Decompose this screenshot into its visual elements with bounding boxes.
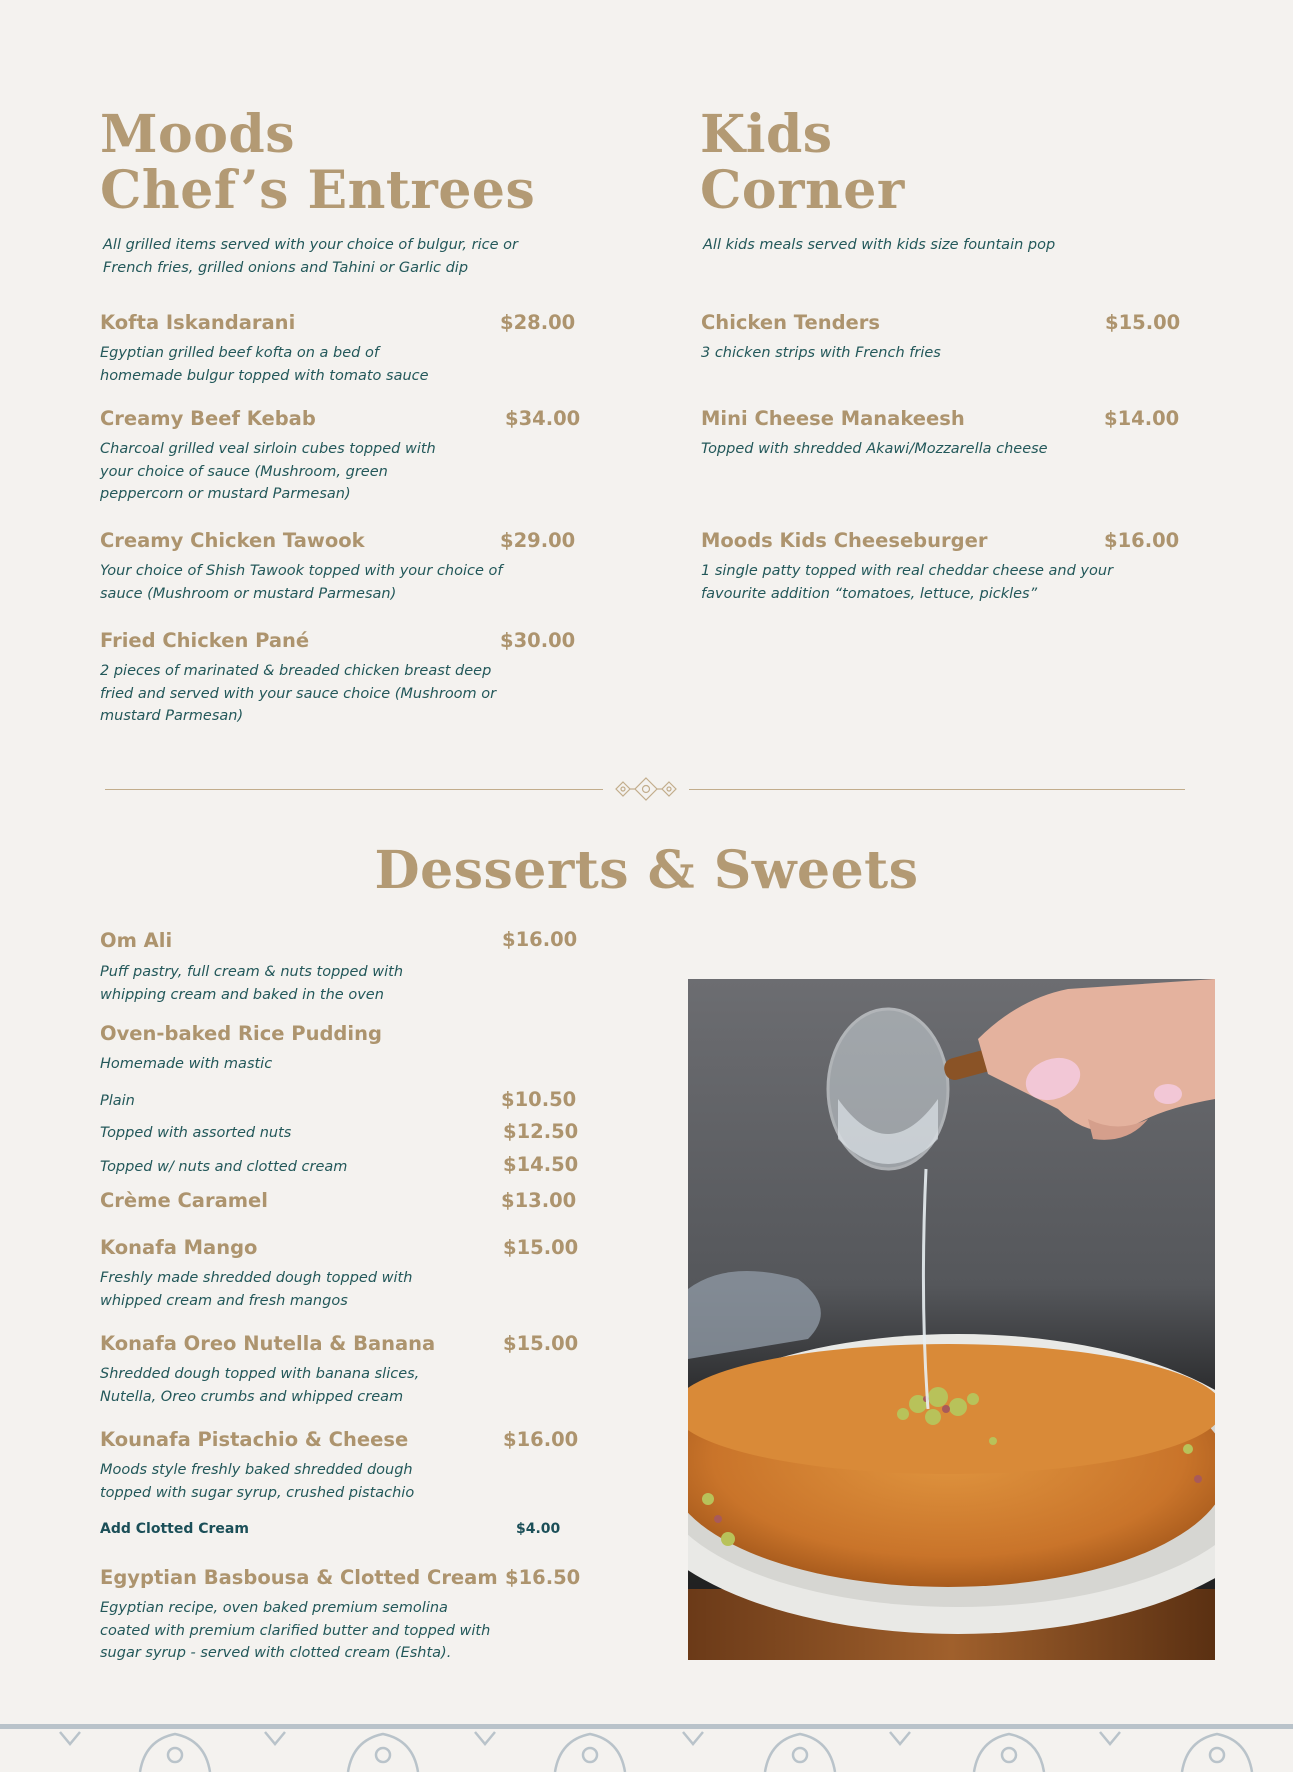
menu-item-price: $16.50 — [505, 1566, 581, 1589]
option-label: Topped w/ nuts and clotted cream — [100, 1159, 348, 1175]
menu-item-desc: Topped with shredded Akawi/Mozzarella cheese — [701, 441, 1048, 457]
menu-item-price: $16.00 — [503, 1428, 579, 1451]
menu-item-name: Creamy Beef Kebab — [100, 407, 316, 430]
menu-item-price: $16.00 — [502, 928, 578, 951]
menu-item-desc: Egyptian recipe, oven baked premium semolina coated with premium clarified butter and topped with sugar syrup - served with clotted cream (Eshta). — [100, 1600, 491, 1661]
menu-item-price: $15.00 — [503, 1332, 579, 1355]
menu-item-name: Om Ali — [100, 929, 173, 952]
menu-item-name: Kofta Iskandarani — [100, 311, 296, 334]
option-price: $14.50 — [503, 1153, 579, 1176]
entrees-note: All grilled items served with your choice of bulgur, rice or French fries, grilled onions and Tahini or Garlic dip — [103, 237, 518, 276]
menu-item-desc: Your choice of Shish Tawook topped with your choice of sauce (Mushroom or mustard Parmesan) — [100, 563, 503, 602]
menu-item-name: Moods Kids Cheeseburger — [701, 529, 988, 552]
menu-item-name: Kounafa Pistachio & Cheese — [100, 1428, 409, 1451]
option-label: Plain — [100, 1093, 135, 1109]
kids-note: All kids meals served with kids size fountain pop — [703, 237, 1056, 253]
option-price: $10.50 — [501, 1088, 577, 1111]
kids-heading — [700, 104, 905, 221]
menu-item-price: $15.00 — [503, 1236, 579, 1259]
menu-item-desc: Freshly made shredded dough topped with whipped cream and fresh mangos — [100, 1270, 413, 1309]
menu-item-desc: 2 pieces of marinated & breaded chicken breast deep fried and served with your sauce choice (Mushroom or mustard Parmesan) — [100, 663, 497, 724]
menu-item-name: Crème Caramel — [100, 1189, 268, 1212]
addon-price: $4.00 — [516, 1521, 561, 1537]
menu-item-desc: 3 chicken strips with French fries — [701, 345, 941, 361]
kunafa-syrup-pour-photo-icon — [688, 979, 1215, 1660]
ornament-icon — [612, 776, 680, 802]
menu-item-price: $29.00 — [500, 529, 576, 552]
menu-item-desc: Homemade with mastic — [100, 1056, 273, 1072]
option-label: Topped with assorted nuts — [100, 1125, 292, 1141]
menu-item-price: $28.00 — [500, 311, 576, 334]
menu-item-desc: 1 single patty topped with real cheddar cheese and your favourite addition “tomatoes, lettuce, pickles” — [701, 563, 1114, 602]
footer-pattern — [0, 1724, 1293, 1772]
menu-item-price: $13.00 — [501, 1189, 577, 1212]
desserts-heading: Desserts & Sweets — [374, 840, 919, 901]
menu-item-price: $34.00 — [505, 407, 581, 430]
kids-heading-line1: Kids — [700, 104, 833, 165]
menu-item-desc: Shredded dough topped with banana slices, Nutella, Oreo crumbs and whipped cream — [100, 1366, 420, 1405]
menu-item-price: $16.00 — [1104, 529, 1180, 552]
option-price: $12.50 — [503, 1120, 579, 1143]
menu-item-price: $30.00 — [500, 629, 576, 652]
menu-item-name: Oven-baked Rice Pudding — [100, 1022, 382, 1045]
dessert-photo — [688, 979, 1215, 1660]
menu-item-desc: Egyptian grilled beef kofta on a bed of homemade bulgur topped with tomato sauce — [100, 345, 429, 384]
menu-item-name: Egyptian Basbousa & Clotted Cream — [100, 1566, 498, 1589]
menu-item-price: $15.00 — [1105, 311, 1181, 334]
entrees-heading-line2: Chef’s Entrees — [100, 160, 536, 221]
menu-item-name: Chicken Tenders — [701, 311, 881, 334]
addon-label: Add Clotted Cream — [100, 1521, 249, 1537]
menu-item-name: Konafa Oreo Nutella & Banana — [100, 1332, 436, 1355]
menu-item-desc: Puff pastry, full cream & nuts topped with whipping cream and baked in the oven — [100, 964, 404, 1003]
entrees-heading-line1: Moods — [100, 104, 296, 165]
menu-item-price: $14.00 — [1104, 407, 1180, 430]
menu-item-name: Mini Cheese Manakeesh — [701, 407, 965, 430]
section-divider-right — [689, 789, 1185, 790]
menu-item-name: Konafa Mango — [100, 1236, 258, 1259]
menu-item-desc: Charcoal grilled veal sirloin cubes topped with your choice of sauce (Mushroom, green peppercorn or mustard Parmesan) — [100, 441, 436, 502]
menu-item-name: Creamy Chicken Tawook — [100, 529, 365, 552]
entrees-heading — [100, 104, 536, 221]
section-divider-left — [105, 789, 603, 790]
kids-heading-line2: Corner — [700, 160, 905, 221]
menu-item-desc: Moods style freshly baked shredded dough topped with sugar syrup, crushed pistachio — [100, 1462, 415, 1501]
menu-item-name: Fried Chicken Pané — [100, 629, 310, 652]
